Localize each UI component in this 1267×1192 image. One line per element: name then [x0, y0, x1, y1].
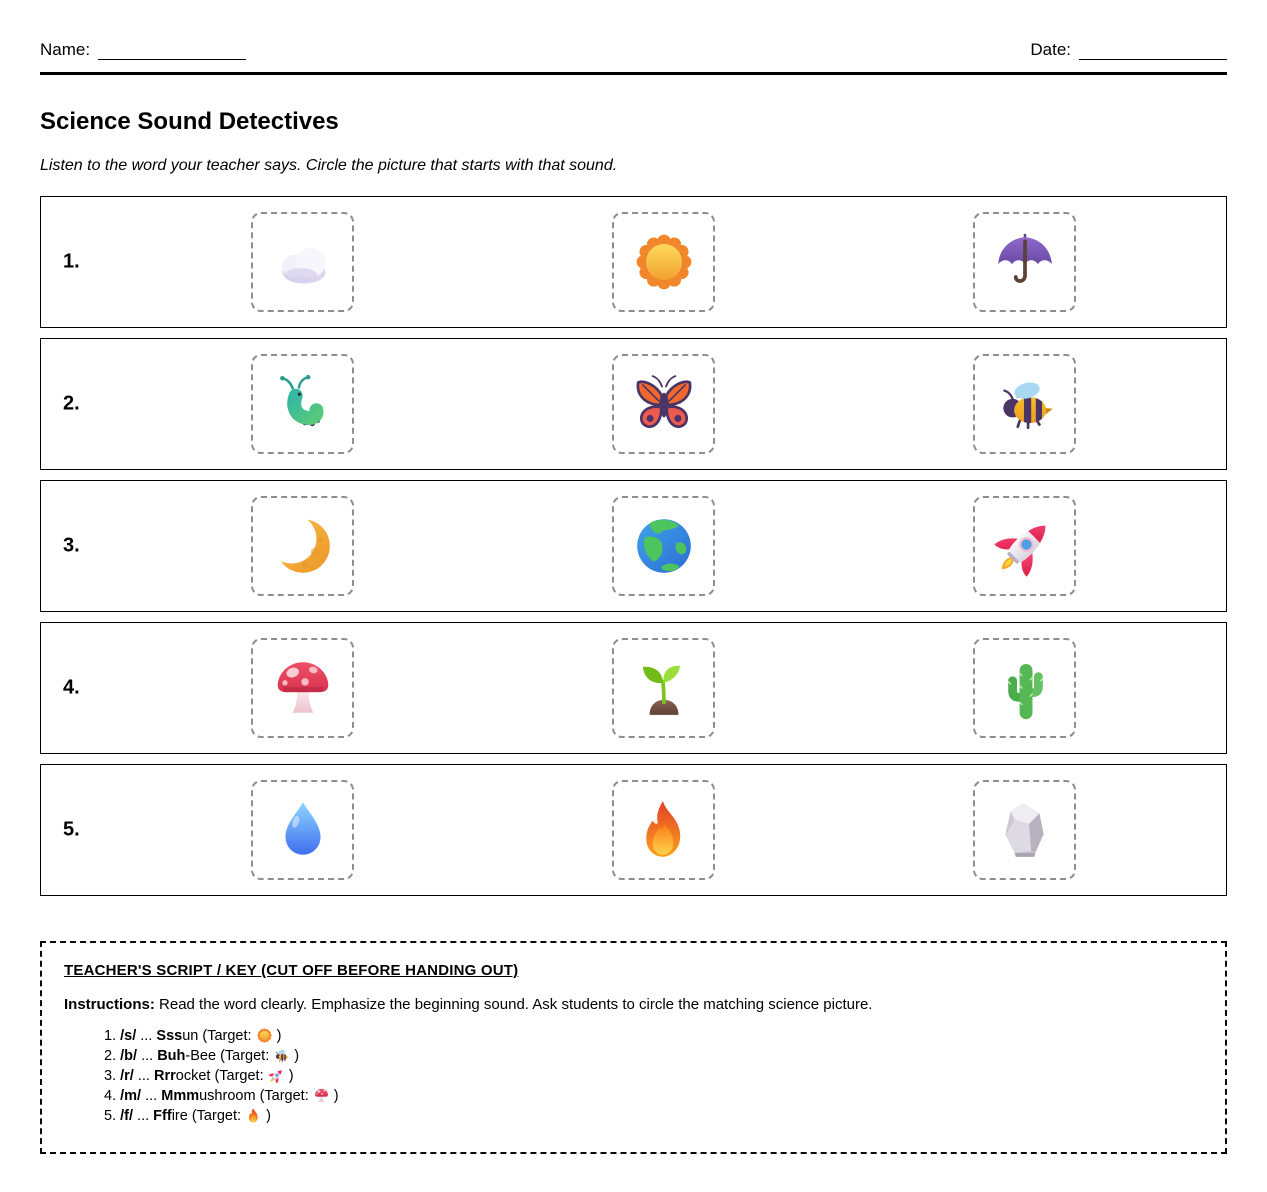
question-row-5 [40, 764, 1227, 896]
target-icon-slot [273, 1046, 290, 1066]
fire-icon [245, 1107, 262, 1124]
key-item-5 [104, 1106, 1203, 1126]
rocket-icon [992, 513, 1058, 579]
earth-globe-icon [631, 513, 697, 579]
key-item-number: 2. [104, 1048, 117, 1064]
option-box-water-droplet[interactable] [251, 780, 354, 880]
key-item-ellipsis: ... [137, 1068, 150, 1084]
option-box-rock[interactable] [973, 780, 1076, 880]
option-box-cloud[interactable] [251, 212, 354, 312]
fire-icon [631, 797, 697, 863]
rocket-icon [268, 1067, 285, 1084]
option-box-umbrella[interactable] [973, 212, 1076, 312]
target-icon-slot [313, 1086, 330, 1106]
caterpillar-icon [270, 371, 336, 437]
key-item-2 [104, 1046, 1203, 1066]
cactus-icon [992, 655, 1058, 721]
key-item-rest: ocket [175, 1068, 211, 1084]
key-item-number: 3. [104, 1068, 117, 1084]
target-close: ) [294, 1048, 300, 1064]
question-rows [40, 196, 1227, 896]
date-label: Date: [1030, 40, 1071, 59]
key-item-3 [104, 1066, 1203, 1086]
option-box-cactus[interactable] [973, 638, 1076, 738]
water-droplet-icon [270, 797, 336, 863]
umbrella-icon [992, 229, 1058, 295]
option-box-earth-globe[interactable] [612, 496, 715, 596]
question-number: 2. [63, 392, 80, 415]
option-box-butterfly[interactable] [612, 354, 715, 454]
mushroom-icon [270, 655, 336, 721]
teacher-key-instructions [64, 996, 1203, 1013]
key-item-number: 5. [104, 1108, 117, 1124]
key-item-rest: -Bee [185, 1048, 217, 1064]
key-item-sound: /b/ [120, 1048, 138, 1064]
crescent-moon-icon [270, 513, 336, 579]
key-item-sound: /r/ [120, 1068, 134, 1084]
option-box-sun[interactable] [612, 212, 715, 312]
option-box-crescent-moon[interactable] [251, 496, 354, 596]
option-box-caterpillar[interactable] [251, 354, 354, 454]
bee-icon [992, 371, 1058, 437]
key-item-rest: ire [171, 1108, 188, 1124]
worksheet-header [40, 40, 1227, 60]
target-icon-slot [268, 1066, 285, 1086]
key-item-rest: un [182, 1028, 199, 1044]
target-close: ) [266, 1108, 271, 1124]
key-item-emphasis: Sss [156, 1028, 183, 1044]
key-item-ellipsis: ... [140, 1028, 153, 1044]
sun-icon [631, 229, 697, 295]
target-open: (Target: [259, 1088, 309, 1104]
option-box-mushroom[interactable] [251, 638, 354, 738]
target-close: ) [288, 1068, 294, 1084]
key-item-sound: /s/ [120, 1028, 137, 1044]
question-number: 3. [63, 534, 80, 557]
name-label: Name: [40, 40, 91, 59]
question-number: 1. [63, 250, 80, 273]
target-close: ) [333, 1088, 339, 1104]
seedling-icon [631, 655, 697, 721]
option-box-rocket[interactable] [973, 496, 1076, 596]
question-row-1 [40, 196, 1227, 328]
target-open: (Target: [214, 1068, 264, 1084]
option-box-fire[interactable] [612, 780, 715, 880]
target-open: (Target: [220, 1048, 270, 1064]
key-item-ellipsis: ... [141, 1048, 154, 1064]
teacher-key-list [64, 1026, 1203, 1126]
target-icon-slot [245, 1106, 262, 1126]
sun-icon [256, 1027, 273, 1044]
key-item-emphasis: Rrr [153, 1068, 176, 1084]
key-item-number: 4. [104, 1088, 117, 1104]
key-item-sound: /m/ [120, 1088, 142, 1104]
target-close: ) [276, 1028, 282, 1044]
page-title: Science Sound Detectives [40, 108, 339, 135]
key-item-rest: ushroom [199, 1088, 256, 1104]
teacher-key-box [40, 941, 1227, 1154]
question-row-2 [40, 338, 1227, 470]
student-instructions: Listen to the word your teacher says. Circle the picture that starts with that sound. [40, 157, 618, 174]
rock-icon [992, 797, 1058, 863]
key-item-number: 1. [104, 1028, 117, 1044]
question-number: 5. [63, 818, 80, 841]
mushroom-icon [313, 1087, 330, 1104]
key-item-emphasis: Mmm [161, 1088, 200, 1104]
key-item-4 [104, 1086, 1203, 1106]
name-input-line[interactable] [98, 58, 246, 60]
instructions-label: Instructions: [64, 996, 155, 1013]
teacher-key-heading: TEACHER'S SCRIPT / KEY (CUT OFF BEFORE HANDING OUT) [64, 962, 519, 979]
target-open: (Target: [202, 1028, 252, 1044]
question-row-4 [40, 622, 1227, 754]
key-item-ellipsis: ... [137, 1108, 150, 1124]
cloud-icon [270, 229, 336, 295]
option-box-seedling[interactable] [612, 638, 715, 738]
date-input-line[interactable] [1079, 58, 1227, 60]
header-divider [40, 72, 1227, 75]
target-icon-slot [256, 1026, 273, 1046]
butterfly-icon [631, 371, 697, 437]
key-item-ellipsis: ... [145, 1088, 158, 1104]
target-open: (Target: [191, 1108, 242, 1124]
key-item-1 [104, 1026, 1203, 1046]
question-row-3 [40, 480, 1227, 612]
bee-icon [273, 1047, 290, 1064]
key-item-emphasis: Buh [157, 1048, 186, 1064]
instructions-text: Read the word clearly. Emphasize the beginning sound. Ask students to circle the matching science picture. [159, 996, 873, 1013]
question-number: 4. [63, 676, 80, 699]
key-item-emphasis: Fff [153, 1108, 172, 1124]
key-item-sound: /f/ [120, 1108, 134, 1124]
option-box-bee[interactable] [973, 354, 1076, 454]
